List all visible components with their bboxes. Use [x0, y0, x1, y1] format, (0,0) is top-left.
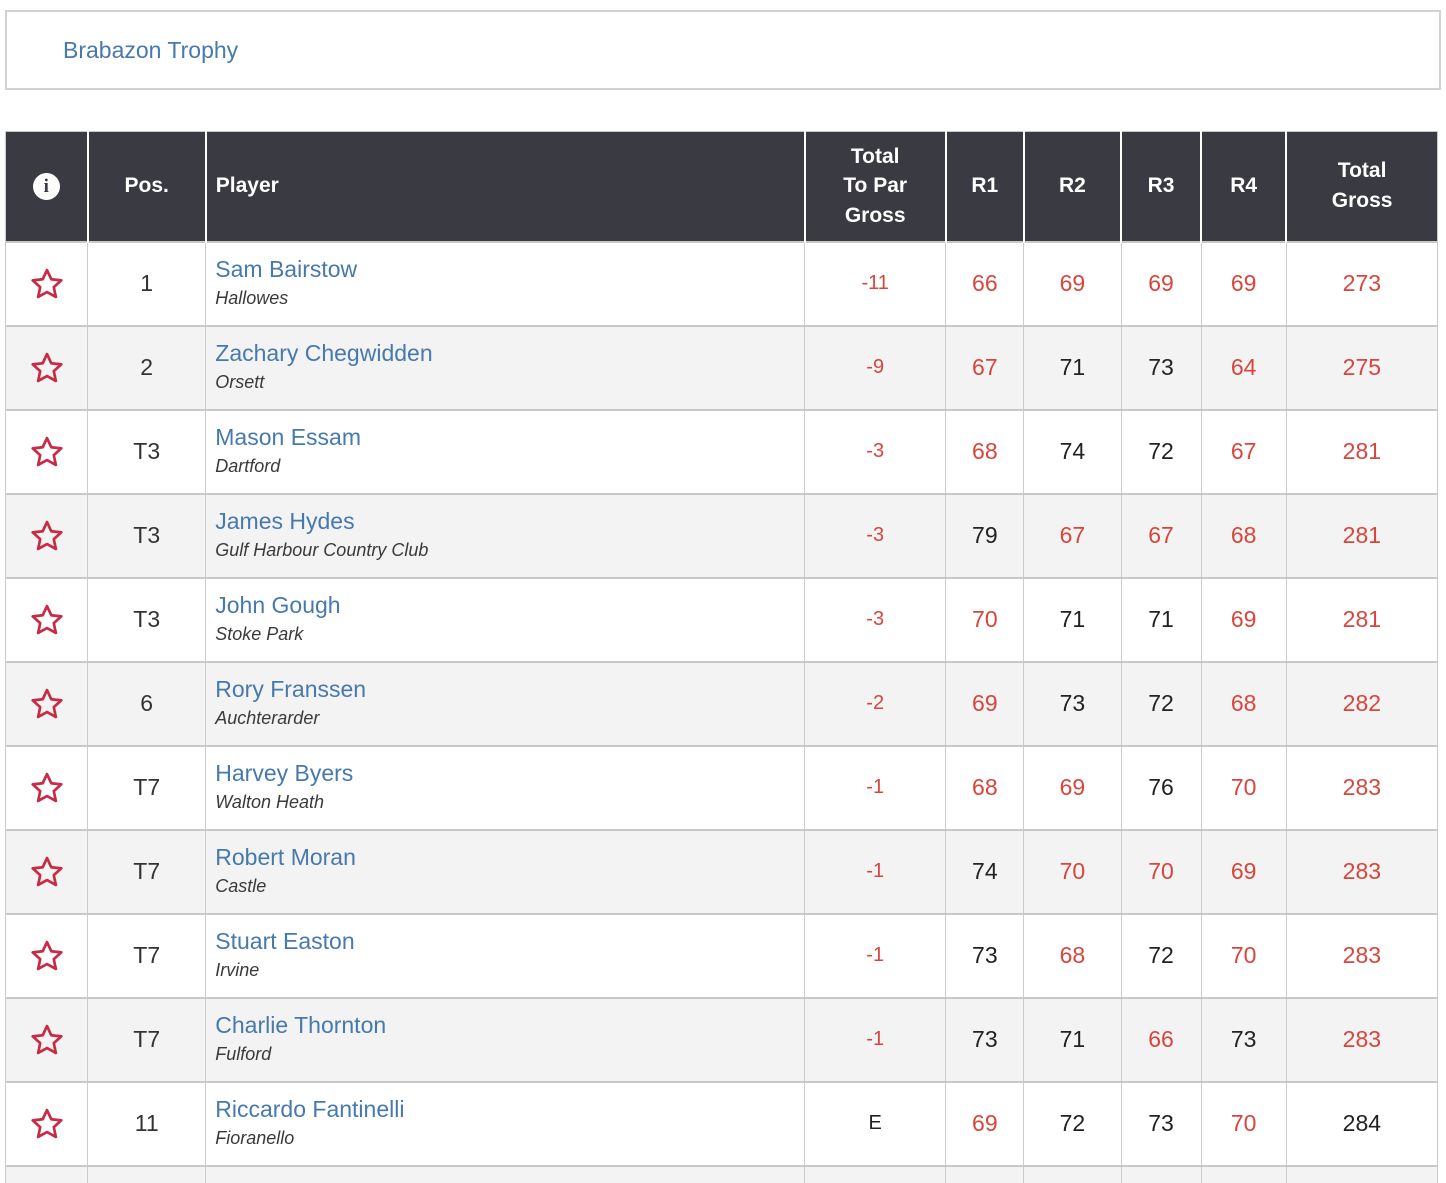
total-gross-cell: 283: [1286, 998, 1437, 1082]
r4-cell: 69: [1201, 578, 1286, 662]
r2-cell: 73: [1024, 662, 1121, 746]
favorite-star-icon[interactable]: [28, 685, 66, 723]
total-to-par-cell: -1: [805, 998, 946, 1082]
position-cell: T3: [88, 494, 206, 578]
position-cell: 6: [88, 662, 206, 746]
player-name-link[interactable]: Mason Essam: [215, 424, 361, 450]
position-cell: T3: [88, 410, 206, 494]
table-row: [6, 410, 1438, 494]
position-cell: T3: [88, 578, 206, 662]
col-header-total-gross: Total Gross: [1286, 132, 1437, 242]
player-cell: [206, 1082, 805, 1166]
favorite-star-icon[interactable]: [28, 769, 66, 807]
player-name-link[interactable]: Riccardo Fantinelli: [215, 1096, 405, 1122]
favorite-cell: [6, 746, 88, 830]
r2-cell: 69: [1024, 242, 1121, 326]
player-cell: [206, 914, 805, 998]
r4-cell: 69: [1201, 830, 1286, 914]
player-cell: [206, 746, 805, 830]
total-gross-cell: 283: [1286, 746, 1437, 830]
table-row: [6, 830, 1438, 914]
player-club: Dartford: [215, 456, 281, 476]
r3-cell: 76: [1121, 746, 1201, 830]
position-cell: 2: [88, 326, 206, 410]
total-gross-cell: 282: [1286, 662, 1437, 746]
r1-cell: 73: [946, 998, 1024, 1082]
favorite-star-icon[interactable]: [28, 937, 66, 975]
player-cell: [206, 242, 805, 326]
player-club: Hallowes: [215, 288, 289, 308]
total-to-par-cell: -11: [805, 242, 946, 326]
total-to-par-cell: -3: [805, 494, 946, 578]
favorite-star-icon[interactable]: [28, 433, 66, 471]
r2-cell: 72: [1024, 1082, 1121, 1166]
player-name-link[interactable]: John Gough: [215, 592, 341, 618]
favorite-star-icon[interactable]: [28, 349, 66, 387]
favorite-cell: [6, 662, 88, 746]
position-cell: T7: [88, 746, 206, 830]
player-club: Fioranello: [215, 1128, 295, 1148]
total-gross-cell: 283: [1286, 914, 1437, 998]
player-club: Stoke Park: [215, 624, 304, 644]
table-row: [6, 326, 1438, 410]
player-name-link[interactable]: Zachary Chegwidden: [215, 340, 433, 366]
r1-cell: 66: [946, 242, 1024, 326]
position-cell: 11: [88, 1082, 206, 1166]
col-header-info: [6, 132, 88, 242]
leaderboard-body: [6, 242, 1438, 1166]
favorite-cell: [6, 998, 88, 1082]
position-cell: T7: [88, 830, 206, 914]
tournament-title-link[interactable]: Brabazon Trophy: [63, 36, 239, 63]
favorite-star-icon[interactable]: [28, 1021, 66, 1059]
leaderboard-table: [5, 131, 1438, 1183]
total-to-par-cell: -3: [805, 410, 946, 494]
info-icon[interactable]: i: [33, 173, 60, 200]
player-cell: [206, 662, 805, 746]
player-club: Castle: [215, 876, 267, 896]
player-cell: [206, 326, 805, 410]
total-gross-cell: 281: [1286, 578, 1437, 662]
favorite-cell: [6, 914, 88, 998]
col-header-player: Player: [206, 132, 805, 242]
r2-cell: 71: [1024, 326, 1121, 410]
col-header-r1: R1: [946, 132, 1024, 242]
table-row: [6, 242, 1438, 326]
total-gross-cell: 273: [1286, 242, 1437, 326]
player-name-link[interactable]: Charlie Thornton: [215, 1012, 387, 1038]
r4-cell: 67: [1201, 410, 1286, 494]
player-club: Auchterarder: [215, 708, 320, 728]
player-name-link[interactable]: Sam Bairstow: [215, 256, 358, 282]
player-cell: [206, 494, 805, 578]
favorite-star-icon[interactable]: [28, 517, 66, 555]
r2-cell: 74: [1024, 410, 1121, 494]
r3-cell: 73: [1121, 326, 1201, 410]
r4-cell: 73: [1201, 998, 1286, 1082]
table-row: [6, 662, 1438, 746]
player-club: Gulf Harbour Country Club: [215, 540, 429, 560]
total-to-par-cell: -3: [805, 578, 946, 662]
total-gross-cell: 281: [1286, 410, 1437, 494]
col-header-r3: R3: [1121, 132, 1201, 242]
r4-cell: 70: [1201, 914, 1286, 998]
r1-cell: 70: [946, 578, 1024, 662]
r1-cell: 69: [946, 662, 1024, 746]
r1-cell: 74: [946, 830, 1024, 914]
favorite-star-icon[interactable]: [28, 853, 66, 891]
r1-cell: 68: [946, 746, 1024, 830]
favorite-cell: [6, 410, 88, 494]
player-name-link[interactable]: Robert Moran: [215, 844, 356, 870]
leaderboard-table-container: [5, 131, 1441, 1183]
col-header-pos: Pos.: [88, 132, 206, 242]
r3-cell: 72: [1121, 914, 1201, 998]
total-gross-cell: 281: [1286, 494, 1437, 578]
table-row: [6, 494, 1438, 578]
total-to-par-cell: -1: [805, 830, 946, 914]
table-row: [6, 578, 1438, 662]
r4-cell: 64: [1201, 326, 1286, 410]
table-row: [6, 746, 1438, 830]
player-club: Walton Heath: [215, 792, 324, 812]
favorite-cell: [6, 1082, 88, 1166]
total-to-par-cell: -9: [805, 326, 946, 410]
favorite-cell: [6, 242, 88, 326]
r2-cell: 71: [1024, 998, 1121, 1082]
player-name-link[interactable]: James Hydes: [215, 508, 355, 534]
table-row: [6, 1082, 1438, 1166]
favorite-cell: [6, 578, 88, 662]
player-name-link[interactable]: Rory Franssen: [215, 676, 367, 702]
total-gross-cell: 284: [1286, 1082, 1437, 1166]
r1-cell: 69: [946, 1082, 1024, 1166]
r3-cell: 67: [1121, 494, 1201, 578]
r2-cell: 68: [1024, 914, 1121, 998]
position-cell: 1: [88, 242, 206, 326]
player-cell: [206, 578, 805, 662]
position-cell: T7: [88, 998, 206, 1082]
r2-cell: 70: [1024, 830, 1121, 914]
table-row: [6, 914, 1438, 998]
table-row: [6, 998, 1438, 1082]
player-club: Fulford: [215, 1044, 272, 1064]
r3-cell: 72: [1121, 662, 1201, 746]
leaderboard-partial: [6, 1166, 1438, 1183]
r3-cell: 69: [1121, 242, 1201, 326]
r1-cell: 73: [946, 914, 1024, 998]
tournament-header-bar: [5, 10, 1441, 90]
r3-cell: 70: [1121, 830, 1201, 914]
r2-cell: 71: [1024, 578, 1121, 662]
table-header-row: [6, 132, 1438, 242]
r4-cell: 69: [1201, 242, 1286, 326]
r3-cell: 71: [1121, 578, 1201, 662]
col-header-r2: R2: [1024, 132, 1121, 242]
player-name-link[interactable]: Stuart Easton: [215, 928, 355, 954]
total-to-par-cell: -1: [805, 746, 946, 830]
favorite-cell: [6, 830, 88, 914]
total-gross-cell: 283: [1286, 830, 1437, 914]
favorite-star-icon[interactable]: [28, 601, 66, 639]
r3-cell: 73: [1121, 1082, 1201, 1166]
player-cell: [206, 410, 805, 494]
total-to-par-cell: E: [805, 1082, 946, 1166]
r4-cell: 70: [1201, 746, 1286, 830]
r4-cell: 70: [1201, 1082, 1286, 1166]
r1-cell: 67: [946, 326, 1024, 410]
r3-cell: 72: [1121, 410, 1201, 494]
r4-cell: 68: [1201, 494, 1286, 578]
favorite-cell: [6, 326, 88, 410]
player-name-link[interactable]: Harvey Byers: [215, 760, 354, 786]
total-to-par-cell: -2: [805, 662, 946, 746]
player-club: Irvine: [215, 960, 260, 980]
player-cell: [206, 830, 805, 914]
table-row-partial: [6, 1166, 1438, 1183]
r4-cell: 68: [1201, 662, 1286, 746]
r1-cell: 68: [946, 410, 1024, 494]
r2-cell: 67: [1024, 494, 1121, 578]
col-header-r4: R4: [1201, 132, 1286, 242]
position-cell: T7: [88, 914, 206, 998]
favorite-cell: [6, 494, 88, 578]
total-gross-cell: 275: [1286, 326, 1437, 410]
r2-cell: 69: [1024, 746, 1121, 830]
total-to-par-cell: -1: [805, 914, 946, 998]
r3-cell: 66: [1121, 998, 1201, 1082]
player-cell: [206, 998, 805, 1082]
favorite-star-icon[interactable]: [28, 1105, 66, 1143]
favorite-star-icon[interactable]: [28, 265, 66, 303]
player-club: Orsett: [215, 372, 265, 392]
r1-cell: 79: [946, 494, 1024, 578]
col-header-total-to-par: Total To Par Gross: [805, 132, 946, 242]
